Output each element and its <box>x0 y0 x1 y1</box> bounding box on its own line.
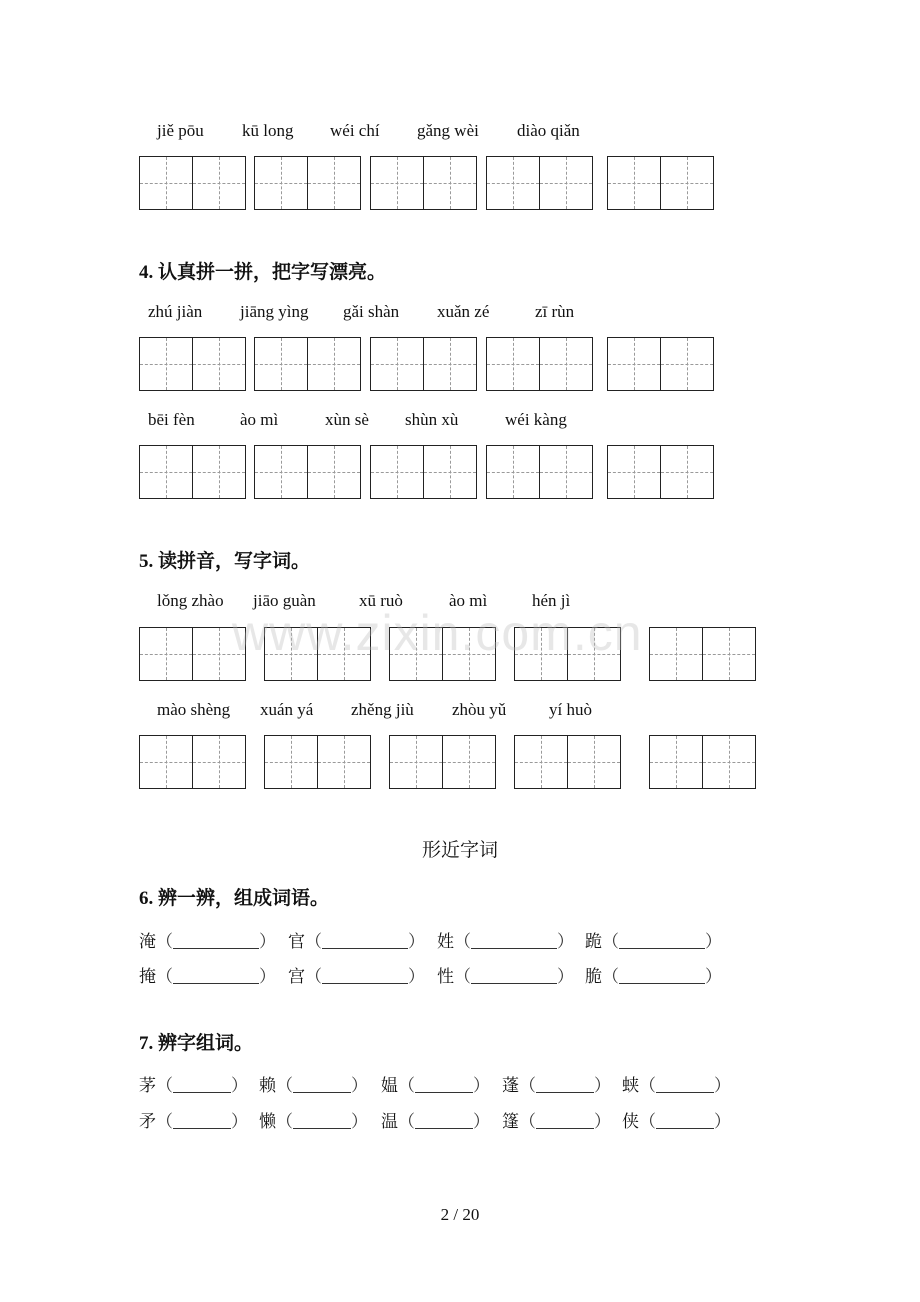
char-item: 脆 <box>585 967 602 986</box>
char-item: 茅 <box>139 1076 156 1095</box>
word-pair-row: 媪（ ） <box>381 1076 490 1095</box>
char-item: 篷 <box>502 1112 519 1131</box>
word-pair-row: 脆（ ） <box>585 967 722 986</box>
writing-grid[interactable] <box>607 337 714 391</box>
writing-grid[interactable] <box>370 156 477 210</box>
writing-grid[interactable] <box>370 445 477 499</box>
pinyin-s5-r2-3: zhěng jiù <box>351 700 414 719</box>
answer-blank[interactable] <box>173 1114 231 1129</box>
char-item: 淹 <box>139 932 156 951</box>
pinyin-s4-r1-4: xuǎn zé <box>437 302 490 321</box>
char-item: 矛 <box>139 1112 156 1131</box>
section-5-heading: 5. 读拼音，写字词。 <box>139 551 311 572</box>
pinyin-s4-r1-5: zī rùn <box>535 302 575 321</box>
word-pair-row: 矛（ ） <box>139 1112 248 1131</box>
answer-blank[interactable] <box>656 1114 714 1129</box>
writing-grid[interactable] <box>649 735 756 789</box>
writing-grid[interactable] <box>254 337 361 391</box>
char-item: 懒 <box>259 1112 276 1131</box>
page-number: 2 / 20 <box>440 1205 480 1224</box>
answer-blank[interactable] <box>322 934 408 949</box>
char-item: 赖 <box>259 1076 276 1095</box>
pinyin-s5-r1-2: jiāo guàn <box>253 591 316 610</box>
word-pair-row: 姓（ ） <box>437 932 574 951</box>
section-6-heading: 6. 辨一辨，组成词语。 <box>139 888 330 909</box>
char-item: 蛱 <box>622 1076 639 1095</box>
word-pair-row: 性（ ） <box>437 967 574 986</box>
answer-blank[interactable] <box>619 934 705 949</box>
writing-grid[interactable] <box>389 735 496 789</box>
pinyin-s5-r2-4: zhòu yǔ <box>452 700 507 719</box>
writing-grid[interactable] <box>139 735 246 789</box>
answer-blank[interactable] <box>536 1114 594 1129</box>
answer-blank[interactable] <box>656 1078 714 1093</box>
answer-blank[interactable] <box>173 1078 231 1093</box>
pinyin-s5-r1-4: ào mì <box>449 591 488 610</box>
word-pair-row: 蓬（ ） <box>502 1076 611 1095</box>
writing-grid[interactable] <box>254 156 361 210</box>
pinyin-s4-r1-3: gǎi shàn <box>343 302 400 321</box>
char-item: 跪 <box>585 932 602 951</box>
word-pair-row: 赖（ ） <box>259 1076 368 1095</box>
writing-grid[interactable] <box>649 627 756 681</box>
pinyin-s4-r2-2: ào mì <box>240 410 279 429</box>
pinyin-s4-r2-1: bēi fèn <box>148 410 195 429</box>
pinyin-s4-r2-4: shùn xù <box>405 410 459 429</box>
pinyin-s5-r2-5: yí huò <box>549 700 592 719</box>
pinyin-s3-2: kū long <box>242 121 294 140</box>
pinyin-s4-r2-5: wéi kàng <box>505 410 567 429</box>
answer-blank[interactable] <box>471 934 557 949</box>
pinyin-s5-r2-2: xuán yá <box>260 700 314 719</box>
pinyin-s3-1: jiě pōu <box>157 121 204 140</box>
char-item: 温 <box>381 1112 398 1131</box>
writing-grid[interactable] <box>486 156 593 210</box>
char-item: 侠 <box>622 1112 639 1131</box>
pinyin-s4-r1-2: jiāng yìng <box>240 302 309 321</box>
word-pair-row: 淹（ ） <box>139 932 276 951</box>
char-item: 姓 <box>437 932 454 951</box>
answer-blank[interactable] <box>415 1114 473 1129</box>
answer-blank[interactable] <box>471 969 557 984</box>
char-item: 掩 <box>139 967 156 986</box>
word-pair-row: 官（ ） <box>288 932 425 951</box>
char-item: 蓬 <box>502 1076 519 1095</box>
word-pair-row: 茅（ ） <box>139 1076 248 1095</box>
pinyin-s5-r2-1: mào shèng <box>157 700 231 719</box>
pinyin-s5-r1-3: xū ruò <box>359 591 403 610</box>
answer-blank[interactable] <box>293 1078 351 1093</box>
writing-grid[interactable] <box>139 337 246 391</box>
pinyin-s5-r1-5: hén jì <box>532 591 571 610</box>
answer-blank[interactable] <box>293 1114 351 1129</box>
pinyin-s4-r2-3: xùn sè <box>325 410 369 429</box>
writing-grid[interactable] <box>607 156 714 210</box>
word-pair-row: 宫（ ） <box>288 967 425 986</box>
writing-grid[interactable] <box>139 445 246 499</box>
writing-grid[interactable] <box>139 156 246 210</box>
pinyin-s5-r1-1: lǒng zhào <box>157 591 224 610</box>
pinyin-s3-3: wéi chí <box>330 121 380 140</box>
section-7-heading: 7. 辨字组词。 <box>139 1033 254 1054</box>
answer-blank[interactable] <box>619 969 705 984</box>
writing-grid[interactable] <box>254 445 361 499</box>
writing-grid[interactable] <box>264 735 371 789</box>
char-item: 宫 <box>288 967 305 986</box>
watermark: www.zixin.com.cn <box>232 605 643 661</box>
writing-grid[interactable] <box>607 445 714 499</box>
char-item: 性 <box>437 967 454 986</box>
writing-grid[interactable] <box>514 735 621 789</box>
word-pair-row: 温（ ） <box>381 1112 490 1131</box>
answer-blank[interactable] <box>173 969 259 984</box>
word-pair-row: 侠（ ） <box>622 1112 731 1131</box>
pinyin-s4-r1-1: zhú jiàn <box>148 302 203 321</box>
writing-grid[interactable] <box>370 337 477 391</box>
word-pair-row: 掩（ ） <box>139 967 276 986</box>
writing-grid[interactable] <box>139 627 246 681</box>
writing-grid[interactable] <box>486 337 593 391</box>
pinyin-s3-5: diào qiǎn <box>517 121 580 140</box>
word-pair-row: 蛱（ ） <box>622 1076 731 1095</box>
section-4-heading: 4. 认真拼一拼，把字写漂亮。 <box>139 262 387 283</box>
word-pair-row: 篷（ ） <box>502 1112 611 1131</box>
answer-blank[interactable] <box>415 1078 473 1093</box>
answer-blank[interactable] <box>173 934 259 949</box>
word-pair-row: 懒（ ） <box>259 1112 368 1131</box>
writing-grid[interactable] <box>486 445 593 499</box>
section-title: 形近字词 <box>421 840 498 861</box>
char-item: 官 <box>288 932 305 951</box>
answer-blank[interactable] <box>536 1078 594 1093</box>
pinyin-s3-4: gǎng wèi <box>417 121 479 140</box>
word-pair-row: 跪（ ） <box>585 932 722 951</box>
char-item: 媪 <box>381 1076 398 1095</box>
answer-blank[interactable] <box>322 969 408 984</box>
